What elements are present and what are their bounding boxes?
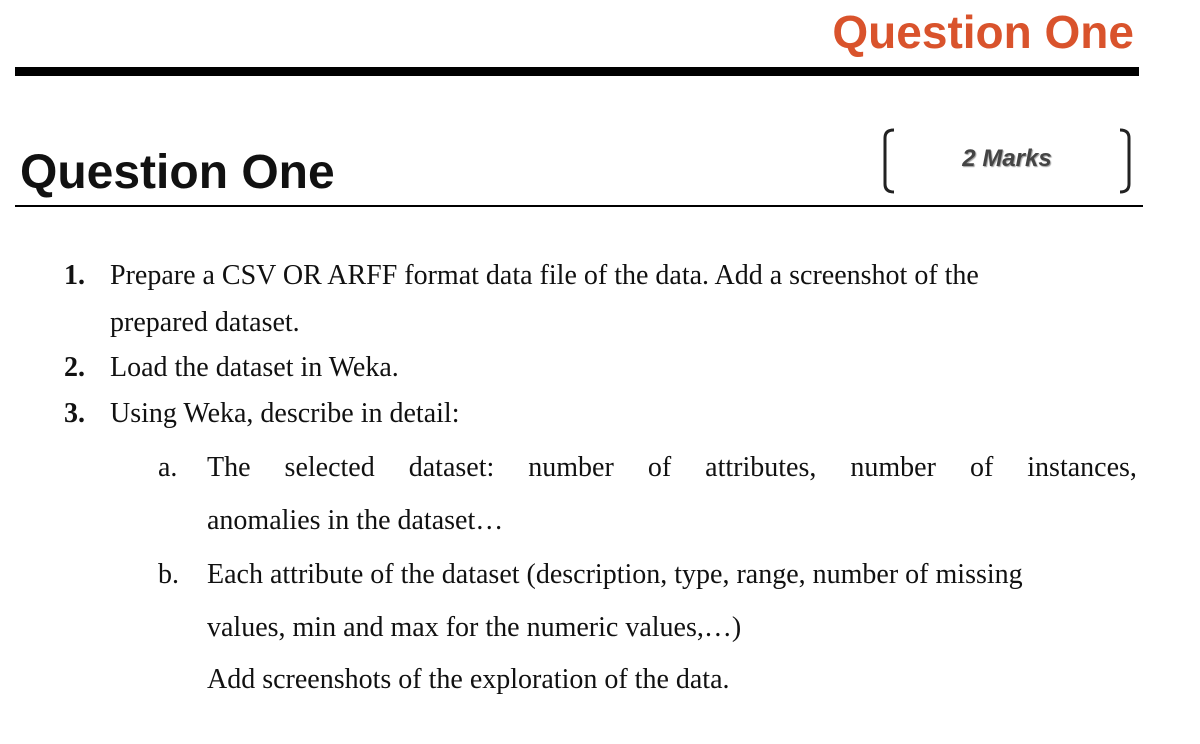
sub-item-a-line-1 xyxy=(207,450,1137,486)
sub-item-label: b. xyxy=(158,559,179,590)
item-2-line-1: Load the dataset in Weka. xyxy=(110,352,399,383)
word: attributes, xyxy=(705,452,817,483)
right-bracket-icon xyxy=(1118,128,1132,194)
marks-box xyxy=(882,128,1132,198)
item-1-line-2: prepared dataset. xyxy=(110,307,300,338)
word: of xyxy=(647,452,672,483)
section-rule xyxy=(15,205,1143,207)
marks-label: 2 Marks xyxy=(962,145,1052,172)
item-number: 1. xyxy=(64,260,85,291)
word: instances, xyxy=(1027,452,1137,483)
word: number xyxy=(528,452,614,483)
word: selected xyxy=(284,452,375,483)
sub-item-b-line-2: values, min and max for the numeric values,…) xyxy=(207,612,742,643)
sub-item-b-line-1: Each attribute of the dataset (description, type, range, number of missing xyxy=(207,559,1023,590)
section-title: Question One xyxy=(20,146,335,199)
item-number: 2. xyxy=(64,352,85,383)
sub-item-label: a. xyxy=(158,452,178,483)
word: dataset: xyxy=(408,452,495,483)
sub-item-b-line-3: Add screenshots of the exploration of the data. xyxy=(207,664,730,695)
sub-item-a-line-2: anomalies in the dataset… xyxy=(207,505,504,536)
header-title: Question One xyxy=(832,6,1134,58)
item-number: 3. xyxy=(64,398,85,429)
word: number xyxy=(850,452,936,483)
header-rule xyxy=(15,67,1139,76)
word: of xyxy=(969,452,994,483)
item-1-line-1: Prepare a CSV OR ARFF format data file of the data. Add a screenshot of the xyxy=(110,260,979,291)
item-3-line-1: Using Weka, describe in detail: xyxy=(110,398,460,429)
word: The xyxy=(207,452,251,483)
